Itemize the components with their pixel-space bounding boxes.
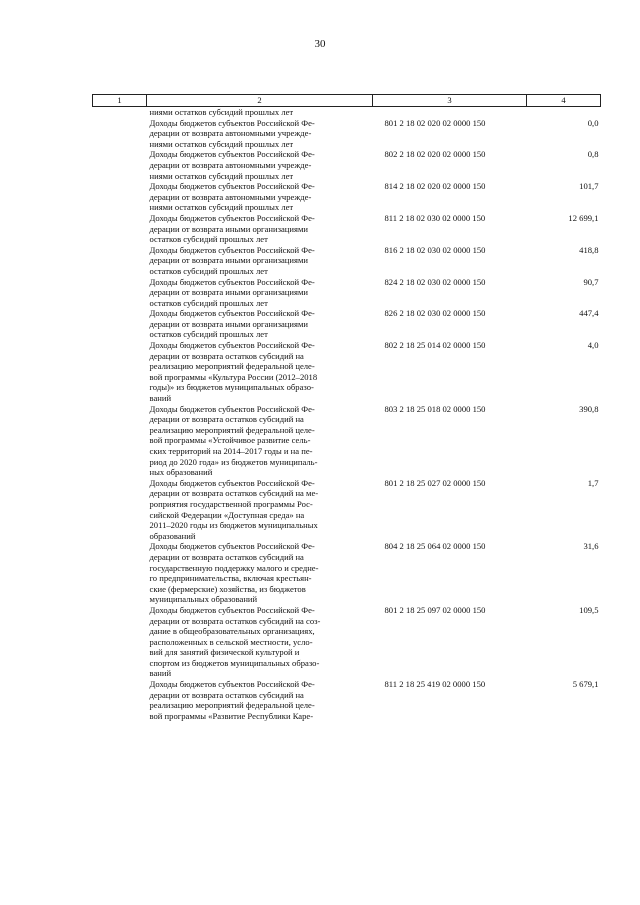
row-number-cell	[93, 277, 147, 309]
row-number-cell	[93, 404, 147, 478]
description-line: дерации от возврата автономными учрежде-	[149, 159, 312, 170]
revenue-description	[147, 277, 373, 309]
amount-value: 418,8	[579, 244, 599, 255]
description-line: Доходы бюджетов субъектов Российской Фе-	[149, 181, 315, 192]
column-header-2: 2	[147, 95, 373, 107]
budget-classification-code: 801 2 18 02 020 02 0000 150	[384, 117, 486, 128]
budget-classification-code: 804 2 18 25 064 02 0000 150	[384, 541, 486, 552]
budget-classification-code: 824 2 18 02 030 02 0000 150	[384, 276, 486, 287]
description-line: вий для занятий физической культурой и	[149, 647, 300, 658]
description-line: Доходы бюджетов субъектов Российской Фе-	[149, 117, 315, 128]
row-number-cell	[93, 679, 147, 721]
table-row	[93, 213, 601, 245]
description-line: дерации от возврата остатков субсидий на соз-	[149, 615, 321, 626]
amount-value: 12 699,1	[568, 212, 599, 223]
revenue-description	[147, 213, 373, 245]
row-number-cell	[93, 181, 147, 213]
revenue-description	[147, 605, 373, 679]
table-row	[93, 107, 601, 118]
table-row	[93, 245, 601, 277]
table-row	[93, 404, 601, 478]
table-row	[93, 340, 601, 404]
description-line: дерации от возврата остатков субсидий на	[149, 689, 304, 700]
description-line: Доходы бюджетов субъектов Российской Фе-	[149, 679, 315, 690]
description-line: Доходы бюджетов субъектов Российской Фе-	[149, 212, 315, 223]
revenue-description	[147, 404, 373, 478]
description-line: реализацию мероприятий федеральной целе-	[149, 700, 315, 711]
description-line: Доходы бюджетов субъектов Российской Фе-	[149, 149, 315, 160]
table-row	[93, 679, 601, 721]
description-line: Доходы бюджетов субъектов Российской Фе-	[149, 340, 315, 351]
revenue-description	[147, 149, 373, 181]
row-number-cell	[93, 107, 147, 118]
description-line: дерации от возврата иными организациями	[149, 287, 308, 298]
description-line: ниями остатков субсидий прошлых лет	[149, 170, 294, 181]
amount-value: 447,4	[579, 308, 599, 319]
budget-classification-code: 826 2 18 02 030 02 0000 150	[384, 308, 486, 319]
row-number-cell	[93, 245, 147, 277]
description-line: остатков субсидий прошлых лет	[149, 234, 268, 245]
description-line: ниями остатков субсидий прошлых лет	[149, 107, 294, 117]
description-line: ские (фермерские) хозяйства, из бюджетов	[149, 583, 306, 594]
budget-classification-code: 814 2 18 02 020 02 0000 150	[384, 181, 486, 192]
table-body	[93, 107, 601, 722]
amount-value: 90,7	[583, 276, 599, 287]
description-line: дерации от возврата иными организациями	[149, 255, 308, 266]
description-line: го предпринимательства, включая крестьян-	[149, 573, 312, 584]
description-line: дерации от возврата остатков субсидий на ме-	[149, 488, 319, 499]
amount-value: 0,0	[587, 117, 599, 128]
amount-value: 0,8	[587, 149, 599, 160]
description-line: ниями остатков субсидий прошлых лет	[149, 138, 294, 149]
table-row	[93, 308, 601, 340]
budget-classification-code: 803 2 18 25 018 02 0000 150	[384, 403, 486, 414]
row-number-cell	[93, 149, 147, 181]
revenue-description	[147, 308, 373, 340]
description-line: ваний	[149, 668, 172, 679]
amount-value: 31,6	[583, 541, 599, 552]
description-line: дерации от возврата иными организациями	[149, 318, 308, 329]
row-number-cell	[93, 213, 147, 245]
description-line: дерации от возврата остатков субсидий на	[149, 414, 304, 425]
description-line: остатков субсидий прошлых лет	[149, 265, 268, 276]
row-number-cell	[93, 340, 147, 404]
description-line: дерации от возврата автономными учрежде-	[149, 128, 312, 139]
description-line: 2011–2020 годы из бюджетов муниципальных	[149, 520, 318, 531]
description-line: ских территорий на 2014–2017 годы и на пе-	[149, 446, 313, 456]
amount-value: 109,5	[579, 604, 599, 615]
description-line: дерации от возврата иными организациями	[149, 223, 308, 234]
table-row	[93, 149, 601, 181]
budget-classification-code: 811 2 18 25 419 02 0000 150	[384, 679, 486, 690]
column-header-3: 3	[373, 95, 527, 107]
table-row	[93, 478, 601, 542]
table-row	[93, 277, 601, 309]
budget-classification-code: 816 2 18 02 030 02 0000 150	[384, 244, 486, 255]
table-row	[93, 118, 601, 150]
description-line: дерации от возврата остатков субсидий на	[149, 350, 304, 361]
description-line: риод до 2020 года» из бюджетов муниципаль-	[149, 456, 318, 467]
description-line: Доходы бюджетов субъектов Российской Фе-	[149, 244, 315, 255]
table-row	[93, 605, 601, 679]
description-line: Доходы бюджетов субъектов Российской Фе-	[149, 403, 315, 414]
row-number-cell	[93, 541, 147, 605]
description-line: роприятия государственной программы Рос-	[149, 498, 313, 509]
amount-value: 5 679,1	[572, 679, 599, 690]
budget-classification-code	[373, 107, 527, 118]
description-line: годы)» из бюджетов муниципальных образо-	[149, 382, 314, 393]
description-line: ных образований	[149, 467, 213, 478]
description-line: вой программы «Устойчивое развитие сель-	[149, 435, 311, 446]
amount-value: 390,8	[579, 403, 599, 414]
description-line: сийской Федерации «Доступная среда» на	[149, 509, 305, 520]
revenue-description	[147, 245, 373, 277]
description-line: муниципальных образований	[149, 594, 258, 605]
revenue-description	[147, 679, 373, 721]
amount-value	[527, 107, 601, 118]
table-header-row	[93, 95, 601, 107]
description-line: реализацию мероприятий федеральной целе-	[149, 424, 315, 435]
row-number-cell	[93, 118, 147, 150]
description-line: Доходы бюджетов субъектов Российской Фе-	[149, 276, 315, 287]
description-line: спортом из бюджетов муниципальных образо-	[149, 657, 320, 668]
budget-classification-code: 811 2 18 02 030 02 0000 150	[384, 212, 486, 223]
table-row	[93, 181, 601, 213]
description-line: вой программы «Развитие Республики Каре-	[149, 710, 314, 721]
description-line: реализацию мероприятий федеральной целе-	[149, 361, 315, 372]
description-line: дание в общеобразовательных организациях,	[149, 626, 315, 637]
revenue-description	[147, 478, 373, 542]
description-line: остатков субсидий прошлых лет	[149, 329, 268, 340]
description-line: Доходы бюджетов субъектов Российской Фе-	[149, 308, 315, 319]
description-line: остатков субсидий прошлых лет	[149, 297, 268, 308]
revenue-description	[147, 340, 373, 404]
description-line: дерации от возврата автономными учрежде-	[149, 191, 312, 202]
description-line: Доходы бюджетов субъектов Российской Фе-	[149, 604, 315, 615]
description-line: Доходы бюджетов субъектов Российской Фе-	[149, 541, 315, 552]
description-line: расположенных в сельской местности, усло-	[149, 636, 313, 647]
row-number-cell	[93, 308, 147, 340]
description-line: дерации от возврата остатков субсидий на	[149, 551, 304, 562]
budget-classification-code: 802 2 18 25 014 02 0000 150	[384, 340, 486, 351]
column-header-1: 1	[93, 95, 147, 107]
revenue-table	[92, 94, 601, 721]
revenue-description	[147, 541, 373, 605]
budget-classification-code: 801 2 18 25 097 02 0000 150	[384, 604, 486, 615]
description-line: Доходы бюджетов субъектов Российской Фе-	[149, 477, 315, 488]
row-number-cell	[93, 605, 147, 679]
row-number-cell	[93, 478, 147, 542]
description-line: ниями остатков субсидий прошлых лет	[149, 202, 294, 213]
revenue-description	[147, 107, 373, 118]
budget-classification-code: 802 2 18 02 020 02 0000 150	[384, 149, 486, 160]
description-line: вой программы «Культура России (2012–2018	[149, 371, 318, 382]
description-line: образований	[149, 530, 196, 541]
budget-classification-code: 801 2 18 25 027 02 0000 150	[384, 477, 486, 488]
revenue-description	[147, 118, 373, 150]
revenue-description	[147, 181, 373, 213]
amount-value: 101,7	[579, 181, 599, 192]
description-line: ваний	[149, 393, 172, 404]
page-number: 30	[314, 38, 326, 50]
table-row	[93, 541, 601, 605]
column-header-4: 4	[527, 95, 601, 107]
description-line: государственную поддержку малого и средне-	[149, 562, 319, 573]
amount-value: 1,7	[587, 477, 599, 488]
amount-value: 4,0	[587, 340, 599, 351]
